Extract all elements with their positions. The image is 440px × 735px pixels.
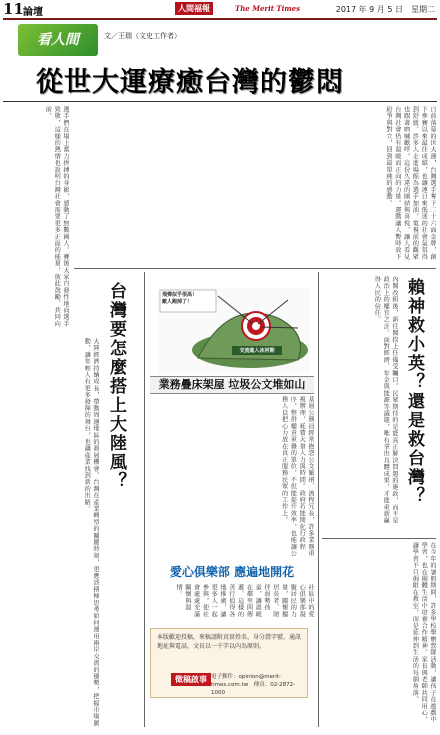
section-name: 論壇 <box>23 7 43 18</box>
title-divider <box>3 101 437 102</box>
contribution-notice <box>150 628 308 698</box>
far-right-article-body: 在今年的暑假期間，許多學校舉辦營隊活動，讓孩子在遊戲中學習，也在團體生活中培養合作精神。家長與老師共同用心，讓學習不只侷限在教室，而是延伸到生活的每個角落。 <box>411 542 436 723</box>
left-article-body: 選手們在場上奮力拼搏的身影，感動了無數國人。賽後大家自發性地向選手致敬，這樣的熱情也說明台灣社會需要更多正面的能量，彼此鼓勵、共同向前。 <box>44 106 69 328</box>
hero-article-title: 賴神救小英？還是救台灣？ <box>404 278 424 506</box>
cartoon-banner: 交流進入冰河期 <box>239 348 275 354</box>
mainland-article-body: 大陸經濟持續成長，帶動周邊地區的發展機會。台灣在產業轉型的關鍵時刻，更應該積極思考如何運用兩岸交流的優勢，把握市場脈動，讓年輕人有更多發揮的舞台，也讓產業找到新的出路。 <box>83 338 99 727</box>
page-header <box>3 2 437 18</box>
hero-article-body: 內閣改組後，新任閣揆上任備受矚目。民眾期待的是能真正解決問題的施政，而不是政治上的權宜之計。面對經濟、年金與能源等議題，唯有拿出具體成果，才能重新贏得人民的信任。 <box>373 276 398 524</box>
love-club-title: 愛心俱樂部 應遍地開花 <box>169 565 295 579</box>
byline: 文／王瑞（文史工作者） <box>104 32 181 40</box>
issue-date: 2017 年 9 月 5 日 星期二 <box>335 5 435 14</box>
mainland-article-title: 台灣要怎麼搭上大陸風？ <box>106 282 126 491</box>
garbage-article-title-box <box>150 376 314 394</box>
left-column-divider <box>144 272 145 727</box>
main-article-body: 日前落幕的世大運，台灣選手奪下二十六面金牌，創下參賽以來最佳成績，也讓連日來低迷的社會氣氛得到舒緩。許多人走進場館為選手加油，電視前的觀眾也跟著吶喊歡呼，這份久違的團結與喜悅，讓人看見台灣社會仍有溫暖而正向的力量。運動讓人暫時放下紛爭與對立，回到最單純的感動。 <box>385 106 436 261</box>
right-band-divider <box>322 538 436 539</box>
band-divider <box>74 268 436 269</box>
right-column-divider <box>318 272 319 727</box>
brand-english: The Merit Times <box>235 4 301 13</box>
love-club-body: 社區中的愛心俱樂部凝聚居民的力量，關懷獨居長者、陪伴弱勢孩童，讓溫暖在鄰里間傳遞。這樣的善行值得各地推廣，讓更多人一起參與，使社會處處充滿關懷與溫情。 <box>175 584 314 618</box>
brand-logo: 人間福報 <box>175 2 213 15</box>
header-rule <box>3 18 437 20</box>
garbage-article-body: 基層公務員經常抱怨公文繁瑣、流程冗長，許多業務重複辦理，耗費大量人力與時間。政府若能簡化行政程序，整併權責重疊的單位，不但能提升效率，也能讓公務人員把心力放在真正服務民眾的工作上。 <box>280 396 314 557</box>
page-number: 11 <box>3 0 24 18</box>
notice-text: 本版歡迎投稿，來稿請附真實姓名、身分證字號、通訊地址與電話，文長以一千字以內為原則。 <box>157 634 302 650</box>
cartoon-callout: 飛彈似乎很高！ 敵人跑掉了！ <box>162 292 198 305</box>
notice-contact: 電子郵件：opinion@merit-times.com.tw 傳真：02-2872-1000 <box>211 674 296 696</box>
notice-badge: 徵稿啟事 <box>171 673 211 686</box>
column-logo <box>18 24 98 56</box>
garbage-article-title: 業務疊床架屋 垃圾公文堆如山 <box>158 378 306 391</box>
column-logo-text: 看人間 <box>37 32 79 48</box>
headline: 從世大運療癒台灣的鬱悶 <box>36 67 344 98</box>
